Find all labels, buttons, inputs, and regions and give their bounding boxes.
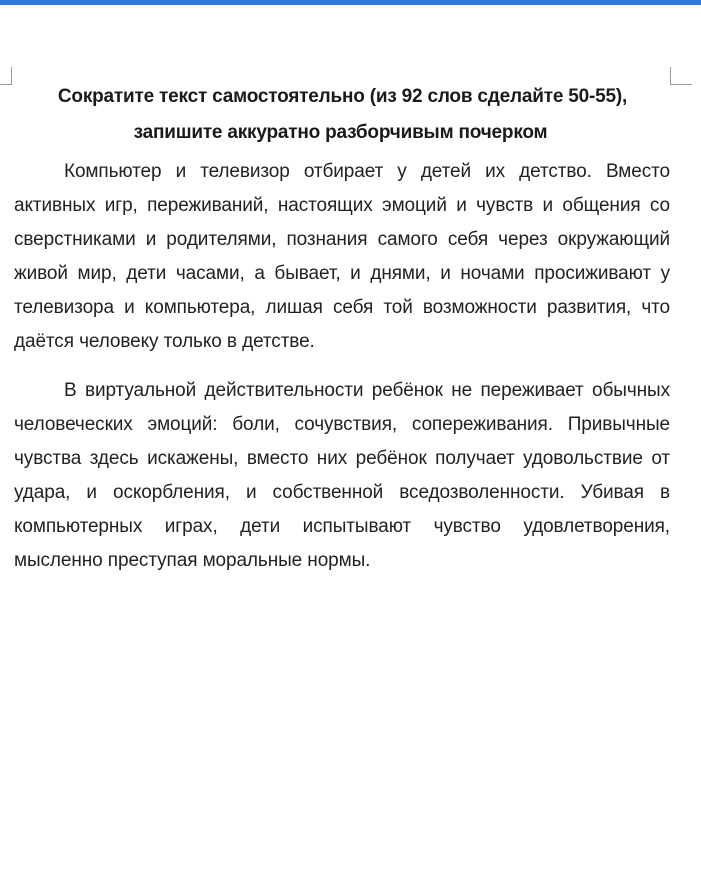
- body-paragraph-2: В виртуальной действительности ребёнок не переживает обычных человеческих эмоций: боли, сочувствия, сопереживания. Привычные чувства здесь искажены, вместо них ребёнок получает удовольствие от удара, и оскорбления, и собственной вседозволенности. Убивая в компьютерных играх, дети испытывают чувство удовлетворения, мысленно преступая моральные нормы.: [14, 380, 670, 571]
- task-heading-line-2: запишите аккуратно разборчивым почерком: [133, 122, 548, 143]
- document-page[interactable]: [0, 5, 701, 881]
- body-paragraph-1: Компьютер и телевизор отбирает у детей их детство. Вместо активных игр, переживаний, настоящих эмоций и чувств и общения со сверстниками и родителями, познания самого себя через окружающий живой мир, дети часами, а бывает, и днями, и ночами просиживают у телевизора и компьютера, лишая себя той возможности развития, что даётся человеку только в детстве.: [14, 161, 670, 352]
- page-margin-corner-left: [0, 67, 12, 85]
- page-margin-corner-right: [670, 67, 692, 85]
- task-heading-line-1: Сократите текст самостоятельно (из 92 слов сделайте 50-55),: [57, 86, 628, 107]
